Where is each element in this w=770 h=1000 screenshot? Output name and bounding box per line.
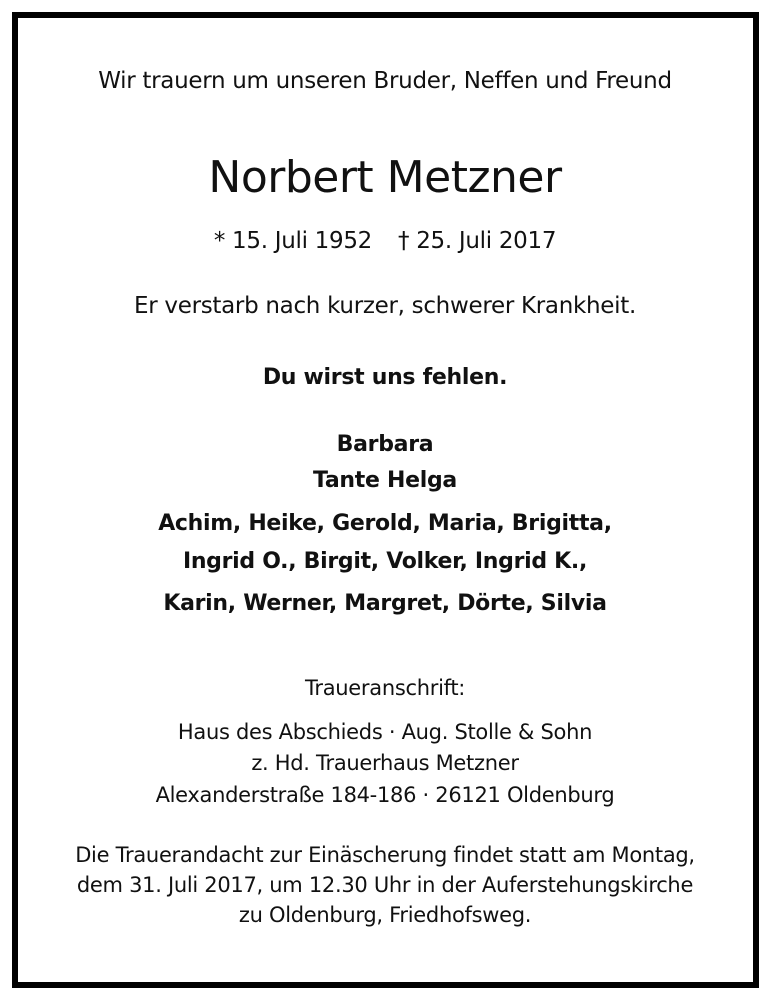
motto-text: Du wirst uns fehlen. [262, 365, 508, 390]
mourner-line: Achim, Heike, Gerold, Maria, Brigitta, [158, 511, 612, 536]
intro-text: Wir trauern um unseren Bruder, Neffen und Freund [98, 68, 672, 94]
service-line: zu Oldenburg, Friedhofsweg. [238, 903, 532, 927]
life-dates [0, 228, 770, 254]
address-line: Haus des Abschieds · Aug. Stolle & Sohn [177, 720, 593, 744]
cause-text: Er verstarb nach kurzer, schwerer Krankheit. [134, 293, 636, 319]
address-line: Alexanderstraße 184-186 · 26121 Oldenburg [155, 783, 615, 807]
address-label: Traueranschrift: [304, 676, 466, 700]
mourner-line: Ingrid O., Birgit, Volker, Ingrid K., [182, 549, 588, 574]
death-date: † 25. Juli 2017 [398, 228, 557, 254]
address-line: z. Hd. Trauerhaus Metzner [251, 751, 519, 775]
mourner-line: Karin, Werner, Margret, Dörte, Silvia [163, 591, 607, 616]
mourner-line: Barbara [336, 432, 434, 457]
birth-date: * 15. Juli 1952 [213, 228, 372, 254]
service-line: Die Trauerandacht zur Einäscherung findet statt am Montag, [75, 843, 695, 867]
service-line: dem 31. Juli 2017, um 12.30 Uhr in der Auferstehungskirche [76, 873, 694, 897]
deceased-name: Norbert Metzner [208, 152, 562, 203]
mourner-line: Tante Helga [313, 468, 457, 493]
